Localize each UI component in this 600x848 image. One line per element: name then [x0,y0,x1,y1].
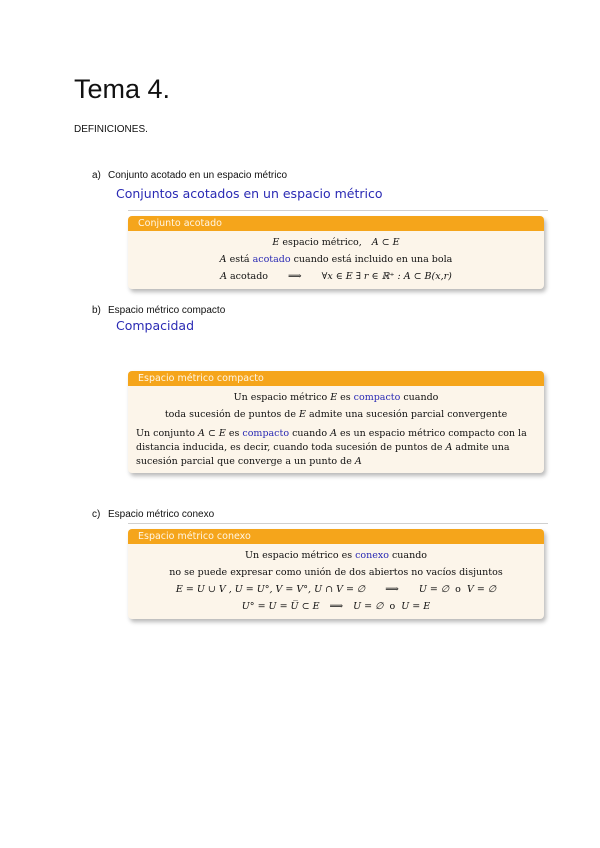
block-paragraph [136,427,536,469]
text: admite una sucesión parcial que converge a un punto de [136,442,510,467]
text: no se puede expresar como unión de dos abiertos no vacíos disjuntos [169,567,503,578]
implies-arrow: ⟹ [329,601,344,612]
text: es [225,428,243,439]
math: E [330,392,338,403]
text: cuando [400,392,439,403]
math: E = U ∪ V , U = U°, V = V°, U ∩ V = ∅ [175,584,366,595]
text: o [389,601,396,612]
slide-rule-a [128,210,548,211]
block-line-4 [136,598,536,615]
text: espacio métrico, [279,237,362,248]
block-body [128,231,544,289]
block-line-3 [136,581,536,598]
item-a-label [92,170,287,181]
item-c-label [92,509,214,520]
slide-heading-a: Conjuntos acotados en un espacio métrico [116,186,383,201]
block-conjunto-acotado [128,216,544,289]
keyword-acotado: acotado [252,254,291,265]
text: Un espacio métrico es [245,550,356,561]
math: U = ∅ [418,584,450,595]
block-espacio-conexo [128,529,544,619]
block-line-2 [136,251,536,268]
math: A [354,456,362,467]
text: es [337,392,354,403]
math: A ⊂ E [371,237,400,248]
text: Un conjunto [136,428,199,439]
block-title: Conjunto acotado [128,216,544,231]
text: es un espacio métrico compacto con la distancia inducida, es decir, cuando toda sucesión de puntos de [136,428,527,453]
block-body [128,544,544,619]
text: cuando [388,550,427,561]
text: cuando [289,428,331,439]
block-title: Espacio métrico compacto [128,371,544,386]
text: está [226,254,253,265]
block-line-2 [136,564,536,581]
block-title: Espacio métrico conexo [128,529,544,544]
text: admite una sucesión parcial convergente [305,409,508,420]
item-text: Conjunto acotado en un espacio métrico [108,170,288,181]
math: ∀x ∈ E ∃ r ∈ ℝ⁺ : A ⊂ B(x,r) [321,271,452,282]
keyword-compacto: compacto [242,428,290,439]
math: A [445,442,453,453]
slide-rule-c [128,523,548,524]
implies-arrow: ⟹ [385,584,399,595]
math: U° = U = U̅ ⊂ E [241,601,320,612]
slide-heading-b: Compacidad [116,318,195,333]
item-letter: b) [92,305,101,316]
block-line-1 [136,547,536,564]
math: U = E [401,601,431,612]
math: A [330,428,337,439]
text: cuando está incluido en una bola [290,254,453,265]
block-line-1 [136,234,536,251]
keyword-conexo: conexo [355,550,389,561]
block-line-2 [136,406,536,423]
item-letter: c) [92,509,101,520]
item-text: Espacio métrico compacto [108,305,226,316]
text: acotado [227,271,269,282]
block-line-3 [136,268,536,285]
item-letter: a) [92,170,101,181]
block-line-1 [136,389,536,406]
text: o [455,584,461,595]
text: toda sucesión de puntos de [164,409,300,420]
text: Un espacio métrico [233,392,331,403]
math: A ⊂ E [198,428,226,439]
implies-arrow: ⟹ [288,271,302,282]
section-heading: DEFINICIONES. [74,124,148,135]
item-text: Espacio métrico conexo [108,509,215,520]
block-body [128,386,544,473]
block-espacio-compacto [128,371,544,473]
math: E [299,409,306,420]
item-b-label [92,305,225,316]
keyword-compacto: compacto [353,392,401,403]
math: V = ∅ [466,584,497,595]
math: E [272,237,280,248]
page-title: Tema 4. [74,74,171,104]
math: A [219,254,227,265]
math: A [220,271,227,282]
math: U = ∅ [353,601,384,612]
